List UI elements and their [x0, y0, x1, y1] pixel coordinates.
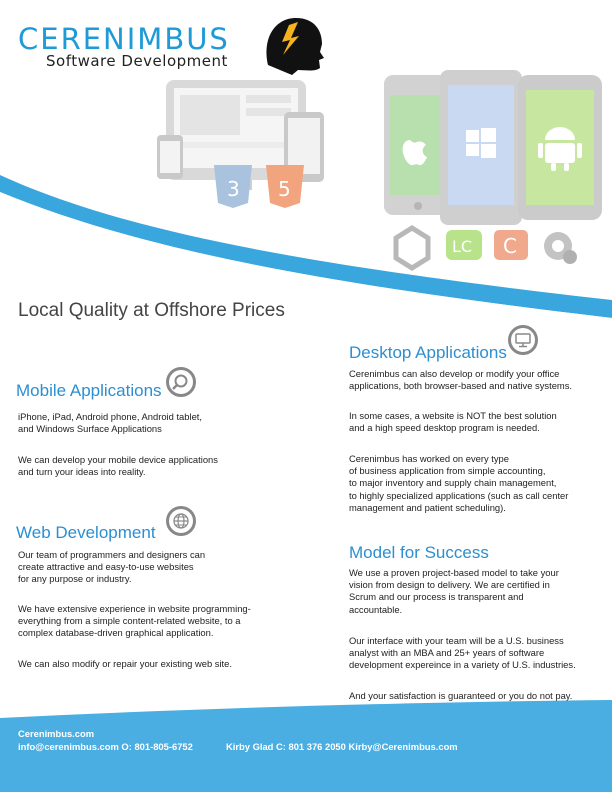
globe-badge — [166, 506, 196, 536]
mobile-paragraph-2: We can develop your mobile device applications and turn your ideas into reality. — [18, 454, 218, 478]
model-paragraph-1: We use a proven project-based model to take your vision from design to delivery. We are certified in Scrum and our process is transparent and accountable. — [349, 567, 559, 615]
unity-logo-icon — [396, 228, 428, 268]
footer-website[interactable]: Cerenimbus.com — [18, 728, 95, 739]
brain-head-logo-icon — [267, 18, 324, 75]
footer-contact-kirby[interactable]: Kirby Glad C: 801 376 2050 Kirby@Cerenimbus.com — [226, 741, 458, 752]
brand-subtitle: Software Development — [46, 52, 228, 70]
web-paragraph-2: We have extensive experience in website programming- everything from a simple content-related website, to a complex database-driven graphical application. — [18, 603, 251, 639]
windows-phone-graphic — [440, 70, 522, 225]
web-section-title: Web Development — [16, 523, 156, 542]
monitor-badge — [508, 325, 538, 355]
desktop-paragraph-1: Cerenimbus can also develop or modify your office applications, both browser-based and native systems. — [349, 368, 573, 392]
web-paragraph-1: Our team of programmers and designers can create attractive and easy-to-use websites for any purpose or industry. — [18, 549, 206, 585]
model-section-title: Model for Success — [349, 543, 489, 562]
svg-text:3: 3 — [227, 177, 240, 201]
small-phone-graphic — [157, 135, 183, 179]
magnifier-badge — [166, 367, 196, 397]
brand-name: CERENIMBUS — [18, 22, 230, 56]
svg-text:LC: LC — [452, 237, 473, 256]
desktop-paragraph-3: Cerenimbus has worked on every type of business application from simple accounting, to major inventory and supply chain management, to highly specialized applications (such as call center management and patient scheduling). — [349, 453, 569, 513]
gear-logo-icon — [544, 232, 577, 264]
model-paragraph-2: Our interface with your team will be a U.S. business analyst with an MBA and 25+ years of software development expereince in a variety of U.S. industries. — [349, 635, 576, 671]
css3-shield-icon — [214, 165, 252, 208]
android-phone-graphic — [518, 75, 602, 220]
svg-text:5: 5 — [278, 177, 291, 201]
monitor-icon — [514, 331, 532, 349]
globe-icon — [172, 512, 190, 530]
footer-contact-office[interactable]: info@cerenimbus.com O: 801-805-6752 — [18, 741, 193, 752]
model-paragraph-3: And your satisfaction is guaranteed or you do not pay. — [349, 690, 573, 701]
web-paragraph-3: We can also modify or repair your existing web site. — [18, 658, 232, 669]
page-tagline: Local Quality at Offshore Prices — [18, 300, 285, 321]
search-icon — [172, 373, 190, 391]
mobile-paragraph-1: iPhone, iPad, Android phone, Android tablet, and Windows Surface Applications — [18, 411, 202, 435]
desktop-section-title: Desktop Applications — [349, 343, 507, 362]
html5-shield-icon — [266, 165, 304, 208]
livecode-logo-icon — [446, 230, 482, 260]
svg-text:C: C — [503, 234, 517, 258]
mobile-section-title: Mobile Applications — [16, 381, 162, 400]
desktop-paragraph-2: In some cases, a website is NOT the best solution and a high speed desktop program is needed. — [349, 410, 557, 434]
c-language-logo-icon — [494, 230, 528, 260]
